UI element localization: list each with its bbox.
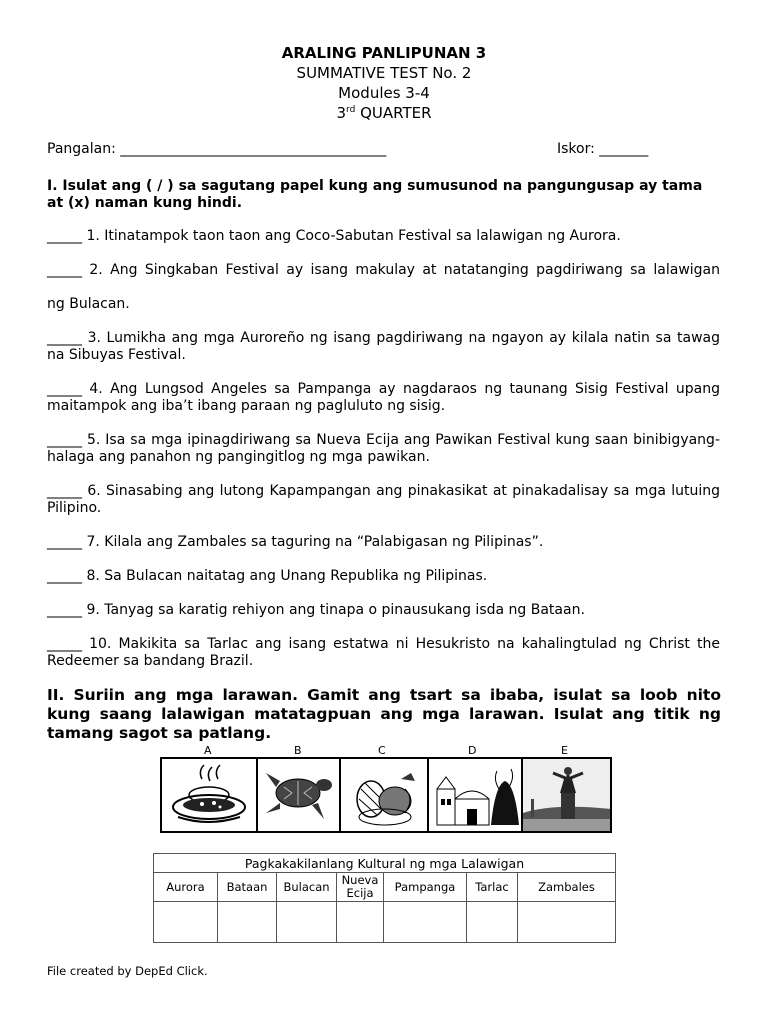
column-header-aurora: Aurora [154,873,218,902]
picture-label-e: E [561,744,568,757]
question-item-9: _____ 9. Tanyag sa karatig rehiyon ang tinapa o pinausukang isda ng Bataan. [47,602,585,618]
quarter-title [0,103,768,123]
part2-instruction: II. Suriin ang mga larawan. Gamit ang tsart sa ibaba, isulat sa loob nito kung saang lalawigan matatagpuan ang mga larawan. Isulat ang titik ng tamang sagot sa patlang. [47,686,721,742]
quarter-word: QUARTER [355,104,432,122]
question-item-5: _____ 5. Isa sa mga ipinagdiriwang sa Nueva Ecija ang Pawikan Festival kung saan binibigyang-halaga ang panahon ng pangingitlog ng mga pawikan. [47,432,720,465]
sea-turtle-image [258,759,341,831]
question-item-2-cont: ng Bulacan. [47,296,130,312]
answer-cell-aurora[interactable] [154,902,218,943]
column-header-pampanga: Pampanga [384,873,467,902]
chart-title: Pagkakakilanlang Kultural ng mga Lalawigan [154,854,616,873]
column-header-bataan: Bataan [218,873,277,902]
question-item-2: _____ 2. Ang Singkaban Festival ay isang makulay at natatanging pagdiriwang sa lalawigan [47,262,720,278]
picture-label-d: D [468,744,477,757]
picture-label-b: B [294,744,302,757]
answer-cell-tarlac[interactable] [467,902,518,943]
question-item-10: _____ 10. Makikita sa Tarlac ang isang estatwa ni Hesukristo na kahalingtulad ng Christ the Redeemer sa bandang Brazil. [47,636,720,669]
test-title: SUMMATIVE TEST No. 2 [296,64,472,82]
column-header-tarlac: Tarlac [467,873,518,902]
quarter-suffix: rd [346,105,356,115]
question-item-1: _____ 1. Itinatampok taon taon ang Coco-Sabutan Festival sa lalawigan ng Aurora. [47,228,621,244]
answer-cell-bulacan[interactable] [277,902,337,943]
question-item-6: _____ 6. Sinasabing ang lutong Kapampangan ang pinakasikat at pinakadalisay sa mga lutuing Pilipino. [47,483,720,516]
question-item-8: _____ 8. Sa Bulacan naitatag ang Unang Republika ng Pilipinas. [47,568,488,584]
picture-label-c: C [378,744,386,757]
culture-chart-table [153,853,616,943]
footer-credit: File created by DepEd Click. [47,964,208,978]
question-item-3: _____ 3. Lumikha ang mga Auroreño ng isang pagdiriwang na ngayon ay kilala natin sa tawag na Sibuyas Festival. [47,330,720,363]
modules-title: Modules 3-4 [338,84,430,102]
name-field[interactable]: Pangalan: ______________________________________ [47,141,387,157]
column-header-nueva-ecija: Nueva Ecija [337,873,384,902]
answer-cell-nueva-ecija[interactable] [337,902,384,943]
breads-basket-image [341,759,428,831]
score-field[interactable]: Iskor: _______ [557,141,649,157]
answer-cell-zambales[interactable] [518,902,616,943]
christ-statue-image [523,759,610,831]
column-header-zambales: Zambales [518,873,616,902]
part1-instruction: I. Isulat ang ( / ) sa sagutang papel kung ang sumusunod na pangungusap ay tama at (x) naman kung hindi. [47,178,703,211]
sisig-plate-image [162,759,258,831]
subject-title: ARALING PANLIPUNAN 3 [281,44,487,62]
picture-strip [160,757,612,833]
question-item-4: _____ 4. Ang Lungsod Angeles sa Pampanga ay nagdaraos ng taunang Sisig Festival upang maitampok ang iba’t ibang paraan ng pagluluto ng sisig. [47,381,720,414]
quarter-number: 3 [336,104,347,122]
answer-cell-pampanga[interactable] [384,902,467,943]
church-building-image [429,759,523,831]
answer-cell-bataan[interactable] [218,902,277,943]
picture-label-a: A [204,744,212,757]
column-header-bulacan: Bulacan [277,873,337,902]
question-item-7: _____ 7. Kilala ang Zambales sa taguring na “Palabigasan ng Pilipinas”. [47,534,544,550]
